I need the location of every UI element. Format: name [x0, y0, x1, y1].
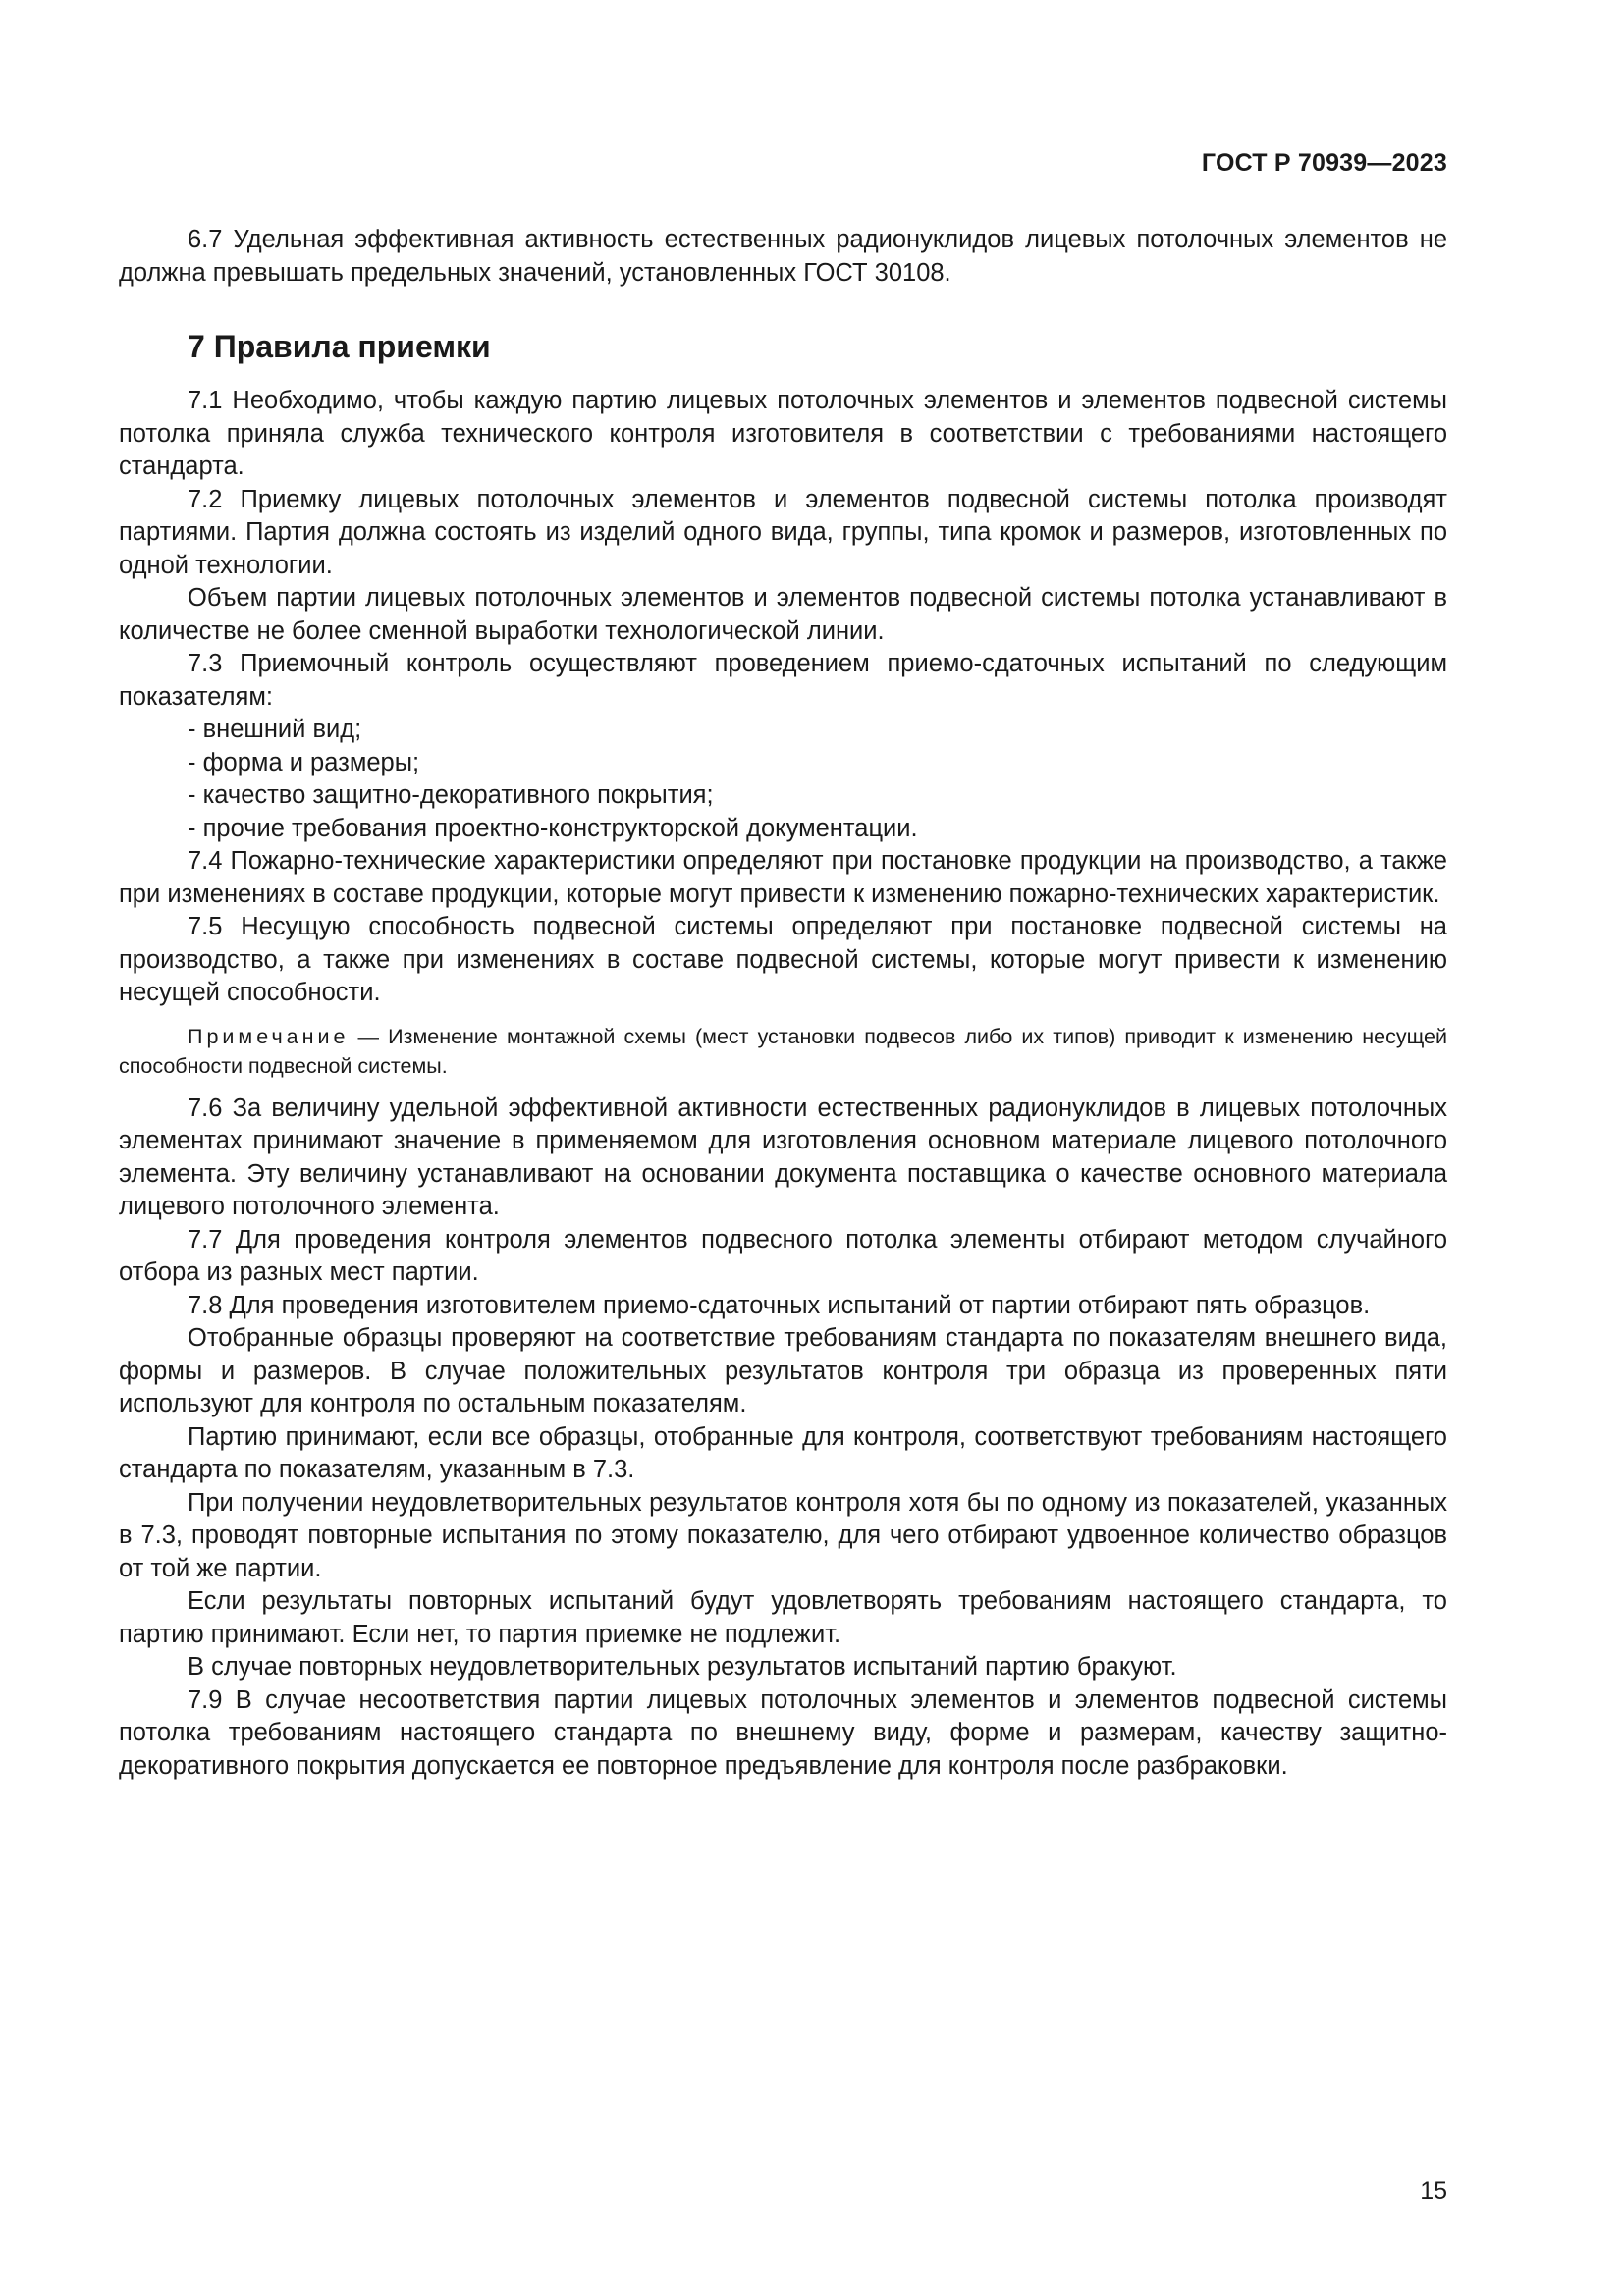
section-title: 7 Правила приемки: [188, 329, 491, 364]
paragraph-7-2: 7.2 Приемку лицевых потолочных элементов и элементов подвесной системы потолка производят партиями. Партия должна состоять из изделий одного вида, группы, типа кромок и размеров, изготовленных по одной технологии.: [119, 485, 1447, 579]
list-item: - внешний вид;: [188, 716, 362, 743]
paragraph-7-8-result: Если результаты повторных испытаний будут удовлетворять требованиям настоящего стандарта, то партию принимают. Если нет, то партия приемке не подлежит.: [119, 1587, 1447, 1648]
paragraph-7-8-checked: Отобранные образцы проверяют на соответствие требованиям стандарта по показателям внешнего вида, формы и размеров. В случае положительных результатов контроля три образца из проверенных пяти используют для контроля по остальным показателям.: [119, 1324, 1447, 1417]
paragraph-6-7: 6.7 Удельная эффективная активность естественных радионуклидов лицевых потолочных элементов не должна превышать предельных значений, установленных ГОСТ 30108.: [119, 226, 1447, 287]
paragraph-7-8-repeat: При получении неудовлетворительных результатов контроля хотя бы по одному из показателей, указанных в 7.3, проводят повторные испытания по этому показателю, для чего отбирают удвоенное количество образцов от той же партии.: [119, 1488, 1447, 1582]
list-item: - форма и размеры;: [188, 748, 420, 776]
paragraph-7-6: 7.6 За величину удельной эффективной активности естественных радионуклидов в лицевых потолочных элементах принимают значение в применяемом для изготовления основном материале лицевого потолочного элемента. Эту величину устанавливают на основании документа поставщика о качестве основного материала лицевого потолочного элемента.: [119, 1094, 1447, 1220]
paragraph-7-8-accept: Партию принимают, если все образцы, отобранные для контроля, соответствуют требованиям настоящего стандарта по показателям, указанным в 7.3.: [119, 1422, 1447, 1483]
paragraph-7-1: 7.1 Необходимо, чтобы каждую партию лицевых потолочных элементов и элементов подвесной системы потолка приняла служба технического контроля изготовителя в соответствии с требованиями настоящего стандарта.: [119, 387, 1447, 480]
paragraph-7-9: 7.9 В случае несоответствия партии лицевых потолочных элементов и элементов подвесной системы потолка требованиям настоящего стандарта по внешнему виду, форме и размерам, качеству защитно-декоративного покрытия допускается ее повторное предъявление для контроля после разбраковки.: [119, 1685, 1447, 1780]
document-code-header: ГОСТ Р 70939—2023: [1201, 149, 1447, 177]
paragraph-7-5: 7.5 Несущую способность подвесной системы определяют при постановке подвесной системы на производство, а также при изменениях в составе подвесной системы, которые могут привести к изменению несущей способности.: [119, 913, 1447, 1006]
note: [119, 1022, 1447, 1081]
paragraph-7-3: 7.3 Приемочный контроль осуществляют проведением приемо-сдаточных испытаний по следующим показателям:: [119, 650, 1447, 711]
document-body: [119, 224, 1447, 1783]
list-item: - прочие требования проектно-конструкторской документации.: [188, 814, 918, 842]
list-item: - качество защитно-декоративного покрытия;: [188, 781, 714, 809]
note-label: Примечание: [188, 1024, 350, 1048]
note-text: — Изменение монтажной схемы (мест установки подвесов либо их типов) приводит к изменению несущей способности подвесной системы.: [119, 1024, 1447, 1078]
paragraph-7-8: 7.8 Для проведения изготовителем приемо-сдаточных испытаний от партии отбирают пять образцов.: [188, 1291, 1371, 1319]
paragraph-7-4: 7.4 Пожарно-технические характеристики определяют при постановке продукции на производство, а также при изменениях в составе продукции, которые могут привести к изменению пожарно-технических характеристик.: [119, 847, 1447, 908]
page-number: 15: [1420, 2177, 1447, 2205]
paragraph-7-2-volume: Объем партии лицевых потолочных элементов и элементов подвесной системы потолка устанавливают в количестве не более сменной выработки технологической линии.: [119, 584, 1447, 645]
paragraph-7-8-reject: В случае повторных неудовлетворительных результатов испытаний партию бракуют.: [188, 1653, 1177, 1681]
paragraph-7-7: 7.7 Для проведения контроля элементов подвесного потолка элементы отбирают методом случайного отбора из разных мест партии.: [119, 1225, 1447, 1286]
